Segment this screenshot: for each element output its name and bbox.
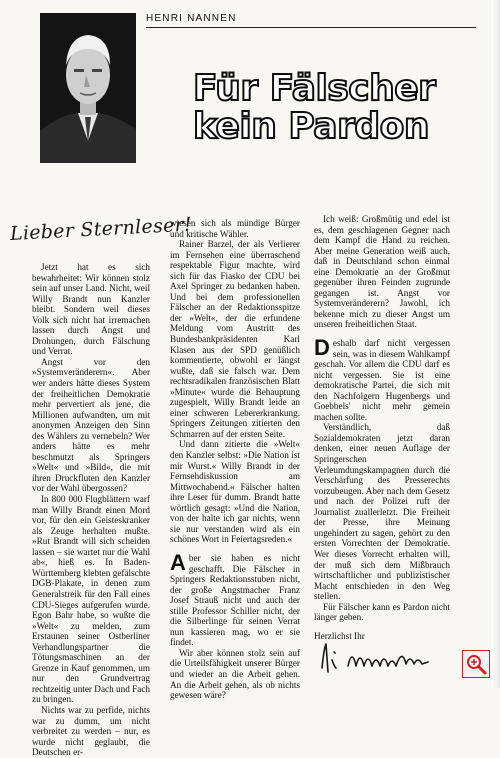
paragraph-text: Wir aber können stolz sein auf die Urteilsfähigkeit unserer Bürger und wieder an die Arbeit gehen. An die Arbeit gehen, als ob nichts gewesen wäre? [170, 647, 300, 701]
text-column-3 [314, 214, 450, 641]
paragraph [32, 705, 150, 758]
page-edge [491, 0, 500, 688]
paragraph [314, 422, 450, 601]
drop-cap: A [170, 549, 186, 575]
paragraph-text: Ich weiß: Großmütig und edel ist es, dem geschlagenen Gegner nach dem Kampf die Hand zu reichen. Aber meine Generation weiß auch, daß in Deutschland schon einmal eine Demokratie an der Großmut gegenüber ihren Feinden zugrunde gegangen ist. Angst vor Systemveränderern? Jawohl, ich bekenne mich zu dieser Angst um unseren freiheitlichen Staat. [314, 214, 450, 330]
paragraph-text: Rainer Barzel, der als Verlierer im Fernsehen eine überraschend respektable Figur machte, wird sich für das Fiasko der CDU bei Axel Springer zu bedanken haben. Und bei dem professionellen Fälscher an der Redaktionsspitze der »Welt«, der die erfundene Meldung vom Austritt des Bundesbankpräsidenten Karl Klasen aus der SPD genüßlich kommentierte, obwohl er längst wußte, daß sie falsch war. Dem rechtsradikalen französischen Blatt »Minute« wurde die Behauptung zugespielt, Willy Brandt leide an einer schweren Lebererkrankung. Springers Zeitungen zitierten den Schmarren auf der ersten Seite. [170, 239, 300, 439]
paragraph-text: Angst vor den »Systemveränderern«. Aber wer anders hätte dieses System der freiheitlichen Demokratie mehr pervertiert als jene, die Millionen aufwandten, um mit anonymen Anzeigen den Sinn des Wählers zu vernebeln? Wer anders hätte es mehr beschmutzt als Springers »Welt« und »Bild«, die mit ihren Druckfluten den Kanzler vor der Wahl übergossen? [32, 356, 150, 494]
text-column-2 [170, 218, 300, 701]
paragraph [32, 494, 150, 705]
paragraph-text: eshalb darf nicht vergessen sein, was in diesem Wahlkampf geschah. Vor allem die CDU darf es nicht vergessen. Sie ist eine demokratische Partei, die sich mit den Nachfolgern Hugenbergs und Goebbels' nicht mehr gemein machen sollte. [314, 338, 450, 422]
paragraph [314, 214, 450, 330]
magnifier-plus-icon [463, 651, 489, 677]
handwritten-signature [318, 638, 458, 678]
paragraph-text: Für Fälscher kann es Pardon nicht länger geben. [314, 601, 450, 623]
paragraph [170, 239, 300, 439]
paragraph-text: Herzlichst Ihr [314, 630, 365, 641]
headline-line-1: Für Fälscher [193, 68, 436, 109]
paragraph-text: Jetzt hat es sich bewahrheitet: Wir können stolz sein auf unser Land. Nicht, weil Willy Brandt nun Kanzler bleibt. Sondern weil dieses Volk sich nicht hat irremachen lassen durch Angst und Drohungen, durch Fälschung und Verrat. [32, 262, 150, 357]
header-rule [146, 27, 476, 28]
author-portrait [40, 13, 136, 163]
drop-cap: D [314, 335, 330, 361]
paragraph [32, 262, 150, 357]
paragraph [32, 357, 150, 494]
headline [193, 70, 463, 146]
paragraph-text: wiesen sich als mündige Bürger und kritische Wähler. [170, 218, 300, 239]
paragraph-text: In 800 000 Flugblättern warf man Willy Brandt einen Mord vor, für den ein Geisteskranker als Zeuge herhalten mußte. »Rut Brandt will sich scheiden lassen – sie wartet nur die Wahl ab«, hieß es. In Baden-Württemberg klebten gefälschte DGB-Plakate, in denen zum Generalstreik für den Fall eines CDU-Sieges aufgerufen wurde. Egon Bahr habe, so wußte die »Welt« zu melden, zum Erstaunen seiner Ostberliner Verhandlungspartner die Tötungsmaschinen an der Grenze in Kauf genommen, um nur den Grundvertrag rechtzeitig unter Dach und Fach zu bringen. [32, 494, 150, 705]
text-column-1 [32, 262, 150, 758]
author-name: HENRI NANNEN [146, 13, 237, 24]
paragraph-text: Und dann zitierte die »Welt« den Kanzler selbst: »Die Nation ist mir Wurst.« Willy Brandt in der Fernsehdiskussion am Mittwochabend.« Fälscher halten ihre Leser für dumm. Brandt hatte wörtlich gesagt: »Und die Nation, von der halte ich gar nichts, wenn sie nur verstanden wird als ein schönes Wort in Feiertagsreden.« [170, 439, 300, 545]
paragraph [170, 218, 300, 239]
paragraph-text: Verständlich, daß Sozialdemokraten jetzt daran denken, einer neuen Auflage der Springerschen Verleumdungskampagnen durch die Verschärfung des Presserechts vorzubeugen. Aber nach dem Gesetz und nach der Polizei ruft der Journalist zuallerletzt. Die Freiheit der Presse, ihre Meinung ungehindert zu sagen, gehört zu den ersten Vorrechten der Demokratie. Wer dieses Vorrecht erhalten will, der muß sich dem Mißbrauch wirtschaftlicher und publizistischer Macht entschieden in den Weg stellen. [314, 422, 450, 602]
paragraph [170, 549, 300, 648]
handwritten-salutation: Lieber Sternleser! [9, 213, 193, 245]
headline-line-2: kein Pardon [193, 106, 429, 147]
paragraph-text: ber sie haben es nicht geschafft. Die Fälscher in Springers Redaktionsstuben nicht, der große Angstmacher Franz Josef Strauß nicht und auch der stille Professor Schiller nicht, der die Silberlinge für seinen Verrat nun kassieren mag, wo er sie findet. [170, 552, 300, 648]
paragraph [314, 335, 450, 422]
paragraph [314, 602, 450, 623]
zoom-button[interactable] [462, 650, 490, 678]
paragraph [170, 648, 300, 701]
paragraph [170, 439, 300, 544]
paragraph-text: Nichts war zu perfide, nichts war zu dumm, um nicht verbreitet zu werden – nur, es wurde nicht geglaubt, die Deutschen er- [32, 704, 150, 758]
